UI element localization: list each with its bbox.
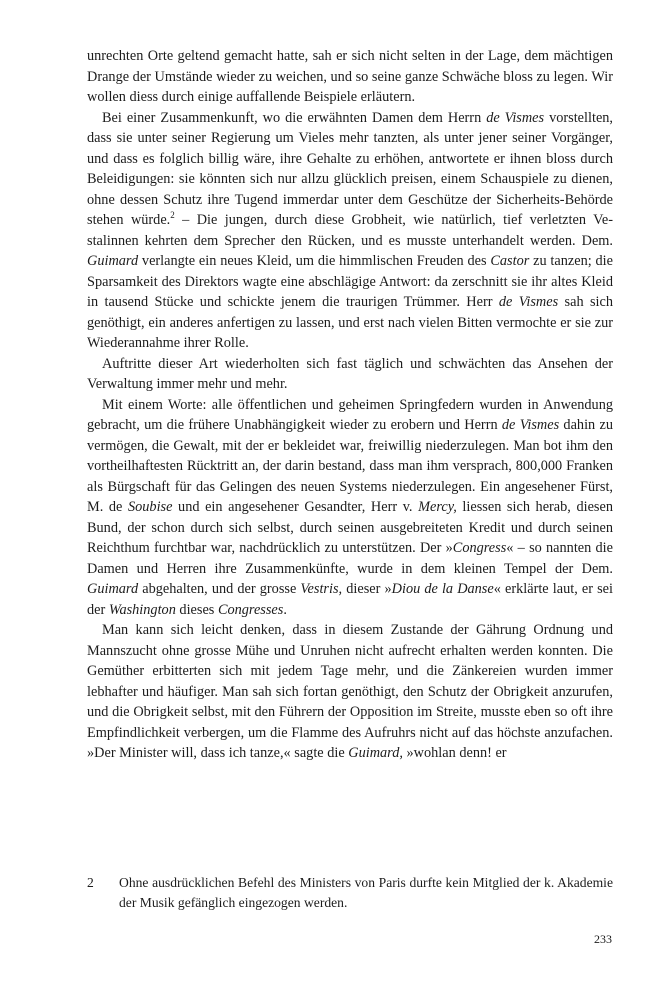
italic-text: Congresses — [217, 601, 284, 618]
italic-text: Washington — [108, 601, 176, 618]
paragraph — [87, 395, 613, 621]
italic-text: Diou de la Danse — [391, 581, 494, 597]
paragraph — [87, 108, 613, 354]
text-run: – Die jungen, durch diese Grobheit, wie natürlich, tief verletzten Vestalinnen kehrten dem Sprecher den Rücken, und es musste unterhandelt werden. Dem. — [87, 212, 613, 249]
italic-text: Congress — [452, 540, 507, 556]
text-run: « erklärte laut, er sei der — [87, 581, 613, 618]
text-run: vorstellten, dass sie unter seiner Regierung um Vieles mehr tanzten, als unter jener seiner Vorgänger, und dass es folglich billig wäre, ihre Gehalte zu erhöhen, antwortete er ihnen bloss durch Beleidigungen: sie könnten sich nur allzu glücklich preisen, einem Schauspiele zu dienen, ohne dessen Schutz ihre Tugend immerdar unter dem Geschütze der Sicherheits-Behörde stehen würde. — [87, 109, 614, 228]
paragraph — [87, 620, 613, 764]
text-run: « – so nannten die Damen und Herren ihre Zusammenkünfte, wurde in dem kleinen Tempel der Dem. — [87, 540, 613, 577]
body-text — [87, 46, 613, 764]
italic-text: Soubise — [127, 499, 173, 515]
footnote-reference[interactable]: 2 — [170, 210, 175, 221]
text-run: dahin zu vermögen, die Gewalt, mit der er bekleidet war, freiwillig niederzulegen. Man bot ihm den vortheilhaftesten Rücktritt an, der darin bestand, dass man ihm versprach, 800,000 Franken als Bürgschaft für das Gelingen des neuen Systems niederzulegen. Ein angesehener Fürst, M. de — [87, 417, 613, 515]
text-run: . — [283, 601, 287, 618]
italic-text: de Vismes — [486, 109, 545, 126]
footnote-number: 2 — [87, 875, 94, 890]
text-run: Bei einer Zusammenkunft, wo die erwähnten Damen dem Herrn — [102, 109, 487, 126]
text-run: unrechten Orte geltend gemacht hatte, sah er sich nicht selten in der Lage, dem mächtigen Drange der Umstände wieder zu weichen, und so seine ganze Schwäche bloss zu legen. Wir wollen diess durch einige auffallende Beispiele erläutern. — [87, 48, 613, 105]
page-number: 233 — [594, 932, 612, 946]
text-run: verlangte ein neues Kleid, um die himmlischen Freuden des — [138, 253, 491, 269]
text-run: Mit einem Worte: alle öffentlichen und geheimen Springfedern wurden in Anwendung gebracht, um die frühere Unabhängigkeit wieder zu erobern und Herrn — [87, 396, 613, 433]
text-run: dieser » — [342, 581, 392, 597]
text-run: abgehalten, und der grosse — [138, 581, 301, 597]
italic-text: Castor — [490, 253, 530, 269]
italic-text: Guimard — [87, 253, 139, 269]
italic-text: Guimard, — [348, 745, 403, 761]
text-run: sah sich genöthigt, ein anderes anfertigen zu lassen, und erst nach vielen Bitten vermochte er sie zur Wiederannahme ihrer Rolle. — [87, 294, 613, 351]
footnote-text: Ohne ausdrücklichen Befehl des Ministers von Paris durfte kein Mitglied der k. Akademie der Musik gefänglich eingezogen werden. — [119, 875, 613, 910]
text-run: liessen sich herab, diesen Bund, der schon durch sich selbst, durch seinen ausgebreiteten Kredit und durch seinen Reichthum furchtbar war, nachdrücklich zu unterstützen. Der » — [87, 499, 613, 556]
italic-text: Guimard — [87, 581, 139, 597]
italic-text: Vestris, — [300, 581, 343, 597]
paragraph — [87, 354, 613, 395]
text-run: Man kann sich leicht denken, dass in diesem Zustande der Gährung Ordnung und Mannszucht ohne grosse Mühe und Unruhen nicht aufrecht erhalten werden konnten. Die Gemüther erbitterten sich mit jedem Tage mehr, und die Zänkereien wurden immer lebhafter und häufiger. Man sah sich fortan genöthigt, den Schutz der Obrigkeit anzurufen, und die Obrigkeit selbst, mit den Führern der Opposition im Streite, musste eben so oft ihre Empfindlichkeit verbergen, um die Flamme des Aufruhrs nicht auf das höchste anzufachen. »Der Minister will, dass ich tanze,« sagte die — [87, 622, 613, 761]
text-run: und ein angesehener Gesandter, Herr v. — [172, 499, 419, 515]
italic-text: de Vismes — [498, 294, 559, 310]
text-run: dieses — [175, 601, 218, 618]
text-run: zu tanzen; die Sparsamkeit des Direktors wagte eine abschlägige Antwort: da zerschnitt sie ihr altes Kleid in tausend Stücke und schickte jenem die traurigen Trümmer. Herr — [87, 253, 613, 310]
italic-text: Mercy, — [418, 499, 457, 515]
paragraph — [87, 46, 613, 108]
text-run: Auftritte dieser Art wiederholten sich fast täglich und schwächten das Ansehen der Verwaltung immer mehr und mehr. — [87, 355, 613, 392]
italic-text: de Vismes — [501, 417, 560, 433]
footnote — [87, 873, 613, 912]
text-run: »wohlan denn! er — [402, 745, 507, 761]
